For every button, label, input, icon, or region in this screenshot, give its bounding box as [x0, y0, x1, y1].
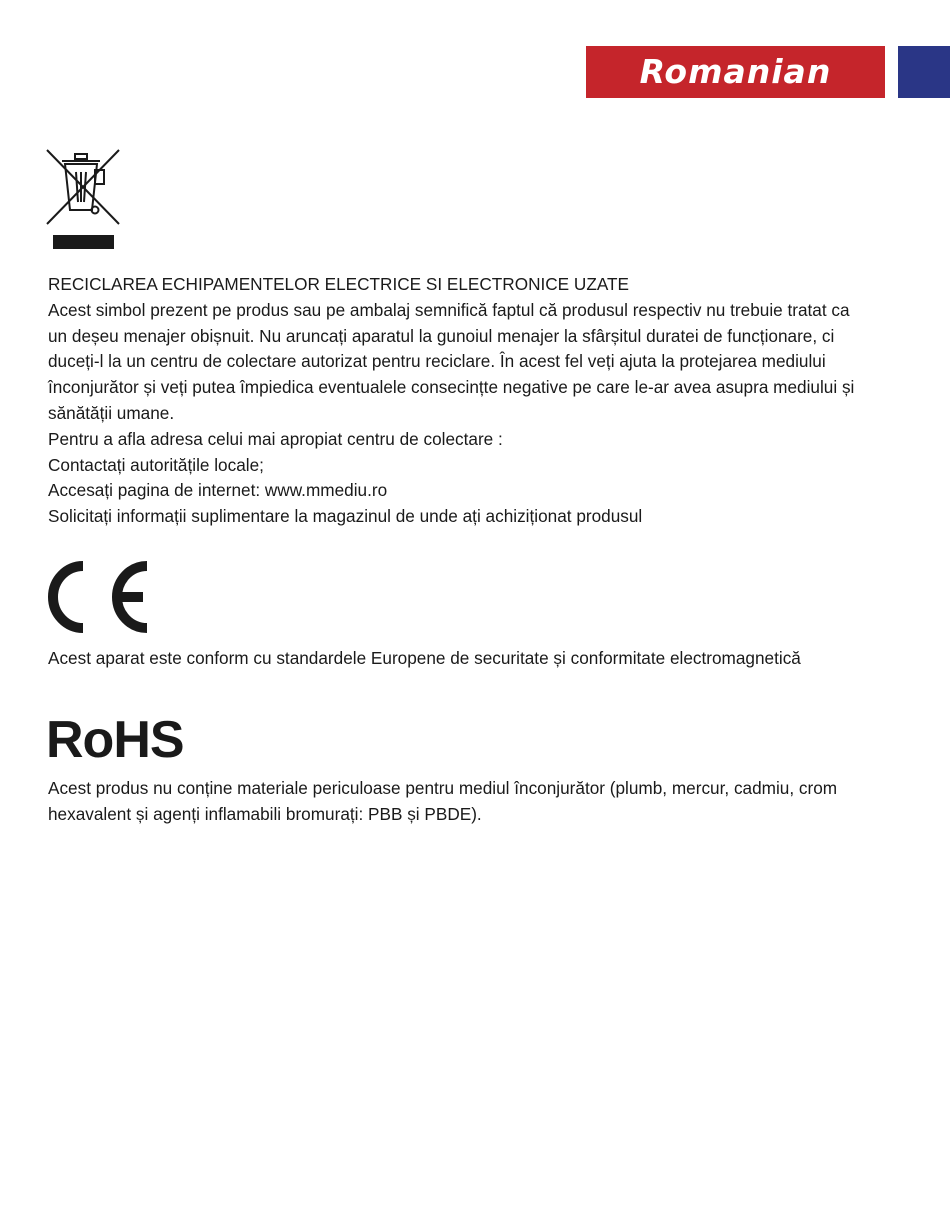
crossed-out-wheelie-bin-icon	[45, 148, 121, 252]
rohs-body-line: Acest produs nu conține materiale periculoase pentru mediul înconjurător (plumb, mercur, cadmiu, crom	[48, 778, 838, 798]
weee-body-line: Pentru a afla adresa celui mai apropiat centru de colectare :	[48, 428, 503, 449]
weee-heading: RECICLAREA ECHIPAMENTELOR ELECTRICE SI ELECTRONICE UZATE	[48, 274, 629, 294]
language-tab: Romanian	[586, 46, 885, 98]
weee-body-line: înconjurător și veți putea împiedica eventualele consecințte negative pe care le-ar avea asupra mediului și	[48, 377, 855, 398]
language-tab-accent	[898, 46, 950, 98]
ce-statement	[48, 646, 801, 672]
weee-body-line: Acest simbol prezent pe produs sau pe ambalaj semnifică faptul că produsul respectiv nu trebuie tratat ca	[48, 299, 850, 320]
weee-body-line: Accesați pagina de internet: www.mmediu.ro	[48, 480, 388, 501]
weee-body-line: un deșeu menajer obișnuit. Nu aruncați aparatul la gunoiul menajer la sfârșitul duratei de funcționare, ci	[48, 325, 835, 346]
rohs-body-line: hexavalent și agenți inflamabili bromurați: PBB și PBDE).	[48, 803, 482, 824]
weee-body-line: duceți-l la un centru de colectare autorizat pentru reciclare. În acest fel veți ajuta la protejarea mediului	[48, 351, 826, 372]
weee-body-line: Contactați autoritățile locale;	[48, 454, 264, 475]
ce-text: Acest aparat este conform cu standardele Europene de securitate și conformitate electromagnetică	[48, 648, 801, 668]
weee-body-line: sănătății umane.	[48, 402, 175, 423]
weee-section	[48, 272, 854, 530]
weee-body-line: Solicitați informații suplimentare la magazinul de unde ați achiziționat produsul	[48, 506, 643, 527]
rohs-title: RoHS	[46, 711, 184, 769]
ce-mark-icon	[46, 558, 154, 636]
rohs-section	[48, 776, 837, 828]
